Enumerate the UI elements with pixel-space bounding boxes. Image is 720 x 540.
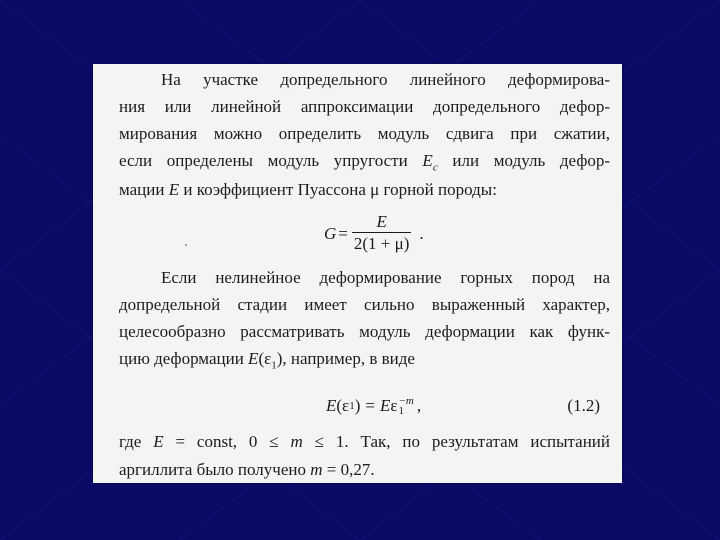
scanned-page <box>93 64 622 483</box>
formula-comma: , <box>416 396 422 415</box>
fraction-numerator: E <box>376 212 387 231</box>
formula-rhs-coefficient: E <box>379 396 391 415</box>
text-line: допредельной стадии имеет сильно выраженный характер, <box>119 295 610 314</box>
text-line: цию деформации $E(\varepsilon_1)$, например, в виде <box>119 349 415 372</box>
text-line: если определены модуль упругости $E_c$ или модуль дефор- <box>119 151 610 174</box>
formula-period: . <box>419 223 424 243</box>
formula-rhs-base: ε <box>390 396 398 415</box>
text-line: мирования можно определить модуль сдвига при сжатии, <box>119 124 610 143</box>
formula-rhs-subscript: 1 <box>398 405 404 417</box>
deformation-modulus-formula: E (ε 1 ) = E ε −m 1 , <box>326 392 421 420</box>
text-line: мации E и коэффициент Пуассона μ горной породы: <box>119 180 497 199</box>
text-line: Если нелинейное деформирование горных пород на <box>161 268 610 287</box>
formula-fraction <box>352 212 412 255</box>
shear-modulus-formula <box>324 212 424 255</box>
formula-lhs-close: ) <box>354 396 361 415</box>
scan-speck <box>185 244 187 246</box>
fraction-denominator: 2(1 + μ) <box>353 234 410 253</box>
formula-rhs-exponent: −m <box>398 395 414 407</box>
formula-equals: = <box>338 223 348 243</box>
formula-equals: = <box>365 396 375 415</box>
formula-lhs-function: E <box>326 396 337 415</box>
text-line: аргиллита было получено m = 0,27. <box>119 460 375 479</box>
formula-lhs: G <box>324 223 337 243</box>
text-line: целесообразно рассматривать модуль деформации как функ- <box>119 322 610 341</box>
text-line: ния или линейной аппроксимации допредельного дефор- <box>119 97 610 116</box>
text-line: На участке допредельного линейного деформирова- <box>161 70 610 89</box>
equation-number: (1.2) <box>567 396 600 415</box>
text-line: где E = const, 0 ≤ m ≤ 1. Так, по результатам испытаний <box>119 432 610 451</box>
formula-lhs-argument: (ε <box>336 396 350 415</box>
